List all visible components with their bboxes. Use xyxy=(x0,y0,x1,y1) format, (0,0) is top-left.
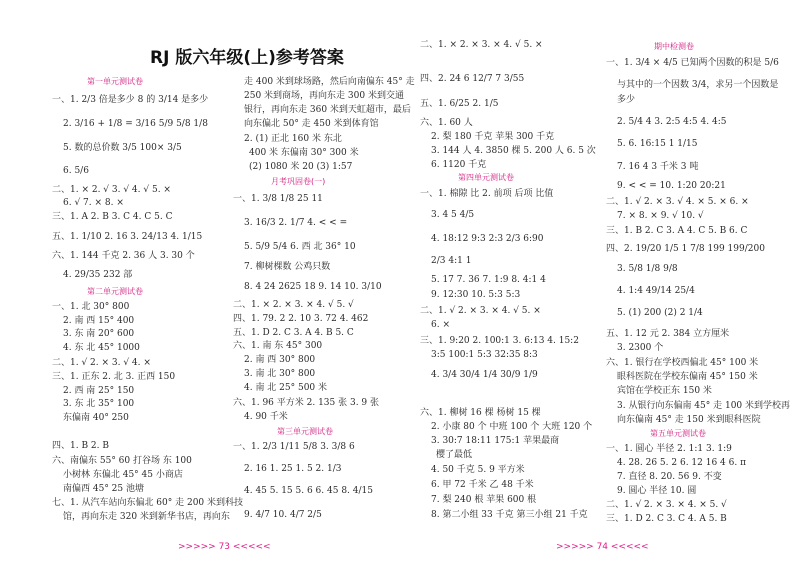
answer-line: 樱了最低 xyxy=(436,450,473,460)
answer-line: 六、南偏东 55° 60 打谷场 东 100 xyxy=(52,456,192,466)
answer-line: 7. 梨 240 根 苹果 600 根 xyxy=(431,495,537,505)
page-number-left: >>>>> 73 <<<<< xyxy=(178,542,271,552)
answer-line: 8. 4 24 2625 18 9. 14 10. 3/10 xyxy=(244,282,382,292)
section-heading: 第四单元测试卷 xyxy=(458,173,514,182)
answer-line: 5. 数的总价数 3/5 100× 3/5 xyxy=(63,143,182,153)
answer-line: 4. 1:4 49/14 25/4 xyxy=(617,286,695,296)
answer-line: 多少 xyxy=(617,95,636,105)
answer-line: 四、1. B 2. B xyxy=(52,441,109,451)
page-number-right: >>>>> 74 <<<<< xyxy=(556,542,649,552)
answer-line: 9. 12:30 10. 5:3 5:3 xyxy=(431,290,521,300)
answer-line: 3. 30:7 18:11 175:1 苹果最商 xyxy=(431,436,560,446)
answer-line: 一、1. 棉隙 比 2. 前项 后项 比值 xyxy=(420,189,554,199)
answer-line: 向东偏北 50° 走 450 米到体育馆 xyxy=(244,119,379,129)
answer-line: 7. 柳树棵数 公鸡只数 xyxy=(244,262,331,272)
answer-line: 4. 29/35 232 部 xyxy=(63,270,133,280)
answer-line: 400 米 东偏南 30° 300 米 xyxy=(249,148,359,158)
answer-line: 一、1. 北 30° 800 xyxy=(52,302,130,312)
answer-line: 2. 南 西 15° 400 xyxy=(63,316,135,326)
answer-line: 4. 南 北 25° 500 米 xyxy=(244,383,328,393)
answer-line: 六、1. 柳树 16 棵 杨树 15 棵 xyxy=(420,408,541,418)
answer-line: 六、1. 南 东 45° 300 xyxy=(233,341,323,351)
answer-line: 3. 东 南 20° 600 xyxy=(63,329,135,339)
answer-line: 2. (1) 正北 160 米 东北 xyxy=(244,134,342,144)
answer-line: 3. 从银行向东偏南 45° 走 100 米到学校再 xyxy=(617,401,791,411)
answer-line: 六、1. 60 人 xyxy=(420,118,473,128)
answer-line: 七、1. 从汽车站向东偏北 60° 走 200 米到科技 xyxy=(52,498,244,508)
answer-line: 4. 东 北 45° 1000 xyxy=(63,343,140,353)
answer-line: 二、1. × 2. × 3. × 4. √ 5. × xyxy=(420,40,543,50)
answer-line: 6. 5/6 xyxy=(63,166,89,176)
answer-line: 7. 直径 8. 20. 56 9. 不变 xyxy=(617,472,722,482)
answer-line: 五、1. 6/25 2. 1/5 xyxy=(420,99,499,109)
answer-line: 2. 西 南 25° 150 xyxy=(63,386,135,396)
answer-line: 四、2. 24 6 12/7 7 3/55 xyxy=(420,74,525,84)
answer-line: 2/3 4:1 1 xyxy=(431,256,472,266)
answer-line: 一、1. 2/3 1/11 5/8 3. 3/8 6 xyxy=(233,442,355,452)
answer-line: 2. 3/16 + 1/8 = 3/16 5/9 5/8 1/8 xyxy=(63,119,208,129)
answer-line: 4. 3/4 30/4 1/4 30/9 1/9 xyxy=(431,370,538,380)
answer-line: 三、1. B 2. C 3. A 4. C 5. B 6. C xyxy=(606,226,748,236)
answer-line: 3. 16/3 2. 1/7 4. < < = xyxy=(244,218,348,228)
answer-line: 2. 小康 80 个 中班 100 个 大班 120 个 xyxy=(431,422,593,432)
answer-line: 五、1. 12 元 2. 384 立方厘米 xyxy=(606,329,730,339)
answer-line: 馆，再向东走 320 米到新华书店，再向东 xyxy=(63,512,230,522)
section-heading: 第五单元测试卷 xyxy=(650,429,706,438)
answer-line: 六、1. 144 千克 2. 36 人 3. 30 个 xyxy=(52,251,195,261)
section-heading: 第三单元测试卷 xyxy=(277,427,333,436)
answer-line: 二、1. √ 2. × 3. √ 4. × 5. × 6. × xyxy=(606,197,749,207)
answer-line: 二、1. × 2. √ 3. √ 4. √ 5. × xyxy=(52,185,171,195)
answer-line: 二、1. √ 2. × 3. × 4. × 5. √ xyxy=(606,500,727,510)
answer-line: 二、1. √ 2. × 3. × 4. √ 5. × xyxy=(420,306,541,316)
answer-line: 南偏西 45° 25 池塘 xyxy=(63,484,144,494)
answer-line: 三、1. D 2. C 3. C 4. A 5. B xyxy=(606,514,727,524)
section-heading: 第二单元测试卷 xyxy=(87,287,143,296)
answer-line: 7. 16 4 3 千米 3 吨 xyxy=(617,162,699,172)
answer-line: 三、1. 正东 2. 北 3. 正西 150 xyxy=(52,372,176,382)
answer-line: 三、1. A 2. B 3. C 4. C 5. C xyxy=(52,212,173,222)
answer-line: 6. × xyxy=(431,320,450,330)
answer-line: 二、1. × 2. × 3. × 4. √ 5. √ xyxy=(233,300,354,310)
page-title: RJ 版六年级(上)参考答案 xyxy=(150,48,344,68)
section-heading: 第一单元测试卷 xyxy=(87,77,143,86)
answer-line: 3. 5/8 1/8 9/8 xyxy=(617,264,678,274)
answer-line: 六、1. 银行在学校西偏北 45° 100 米 xyxy=(606,358,759,368)
answer-line: 9. < < = 10. 1:20 20:21 xyxy=(617,181,726,191)
answer-line: 7. × 8. × 9. √ 10. √ xyxy=(617,211,704,221)
answer-line: 3. 2300 个 xyxy=(617,343,664,353)
answer-line: 二、1. √ 2. × 3. √ 4. × xyxy=(52,358,151,368)
answer-line: 4. 90 千米 xyxy=(244,412,288,422)
answer-line: 4. 45 5. 15 5. 6 6. 45 8. 4/15 xyxy=(244,486,373,496)
answer-line: 一、1. 3/8 1/8 25 11 xyxy=(233,194,323,204)
answer-line: 小树林 东偏北 45° 45 小商店 xyxy=(63,470,183,480)
answer-line: 9. 4/7 10. 4/7 2/5 xyxy=(244,510,322,520)
section-heading: 期中检测卷 xyxy=(654,42,694,51)
answer-line: 东偏南 40° 250 xyxy=(63,413,129,423)
answer-line: 4. 50 千克 5. 9 平方米 xyxy=(431,465,525,475)
answer-line: 六、1. 96 平方米 2. 135 张 3. 9 张 xyxy=(233,398,380,408)
answer-line: 2. 5/4 4 3. 2:5 4:5 4. 4:5 xyxy=(617,117,727,127)
answer-line: 五、1. D 2. C 3. A 4. B 5. C xyxy=(233,328,354,338)
answer-line: 3. 144 人 4. 3850 棵 5. 200 人 6. 5 次 xyxy=(431,146,596,156)
answer-line: 与其中的一个因数 3/4，求另一个因数是 xyxy=(617,80,779,90)
answer-line: 5. 5/9 5/4 6. 西 北 36° 10 xyxy=(244,242,356,252)
answer-line: 6. √ 7. × 8. × xyxy=(63,198,124,208)
answer-line: 3:5 100:1 5:3 32:35 8:3 xyxy=(431,350,538,360)
answer-line: 3. 南 北 30° 800 xyxy=(244,369,316,379)
answer-line: 走 400 米到球场路，然后向南偏东 45° 走 xyxy=(244,77,415,87)
answer-line: 6. 甲 72 千米 乙 48 千米 xyxy=(431,480,534,490)
answer-line: 五、1. 1/10 2. 16 3. 24/13 4. 1/15 xyxy=(52,232,203,242)
answer-line: 250 米到商场，再向东走 300 米到交通 xyxy=(244,91,404,101)
answer-line: 3. 东 北 35° 100 xyxy=(63,399,135,409)
answer-line: 3. 4 5 4/5 xyxy=(431,210,475,220)
answer-line: 一、1. 3/4 × 4/5 已知两个因数的积是 5/6 xyxy=(606,58,779,68)
answer-line: 向东偏南 45° 走 150 米到眼科医院 xyxy=(617,415,761,425)
answer-line: 四、2. 19/20 1/5 1 7/8 199 199/200 xyxy=(606,244,765,254)
answer-line: 5. (1) 200 (2) 2 1/4 xyxy=(617,308,703,318)
answer-line: 9. 圆心 半径 10. 圆 xyxy=(617,486,697,496)
answer-line: 5. 6. 16:15 1 1/15 xyxy=(617,139,698,149)
answer-line: 一、1. 圆心 半径 2. 1:1 3. 1:9 xyxy=(606,444,732,454)
answer-line: 眼科医院在学校东偏南 45° 150 米 xyxy=(617,372,758,382)
answer-line: 2. 南 西 30° 800 xyxy=(244,355,316,365)
answer-line: 8. 第二小组 33 千克 第三小组 21 千克 xyxy=(431,510,588,520)
answer-line: 5. 17 7. 36 7. 1:9 8. 4:1 4 xyxy=(431,275,546,285)
answer-line: 一、1. 2/3 倍是多少 8 的 3/14 是多少 xyxy=(52,95,209,105)
answer-line: 2. 梨 180 千克 苹果 300 千克 xyxy=(431,132,555,142)
answer-line: 4. 18:12 9:3 2:3 2/3 6:90 xyxy=(431,234,544,244)
answer-line: 四、1. 79. 2 2. 10 3. 72 4. 462 xyxy=(233,314,369,324)
answer-line: 宾馆在学校正东 150 米 xyxy=(617,386,712,396)
section-heading: 月考巩固卷(一) xyxy=(271,177,326,186)
answer-line: (2) 1080 米 20 (3) 1:57 xyxy=(249,162,353,172)
answer-line: 三、1. 9:20 2. 100:1 3. 6:13 4. 15:2 xyxy=(420,336,579,346)
answer-line: 6. 1120 千克 xyxy=(431,160,487,170)
answer-line: 4. 28. 26 5. 2 6. 12 16 4 6. π xyxy=(617,458,746,468)
answer-line: 银行，再向东走 360 米到天虹超市，最后 xyxy=(244,105,411,115)
answer-line: 2. 16 1. 25 1. 5 2. 1/3 xyxy=(244,464,342,474)
